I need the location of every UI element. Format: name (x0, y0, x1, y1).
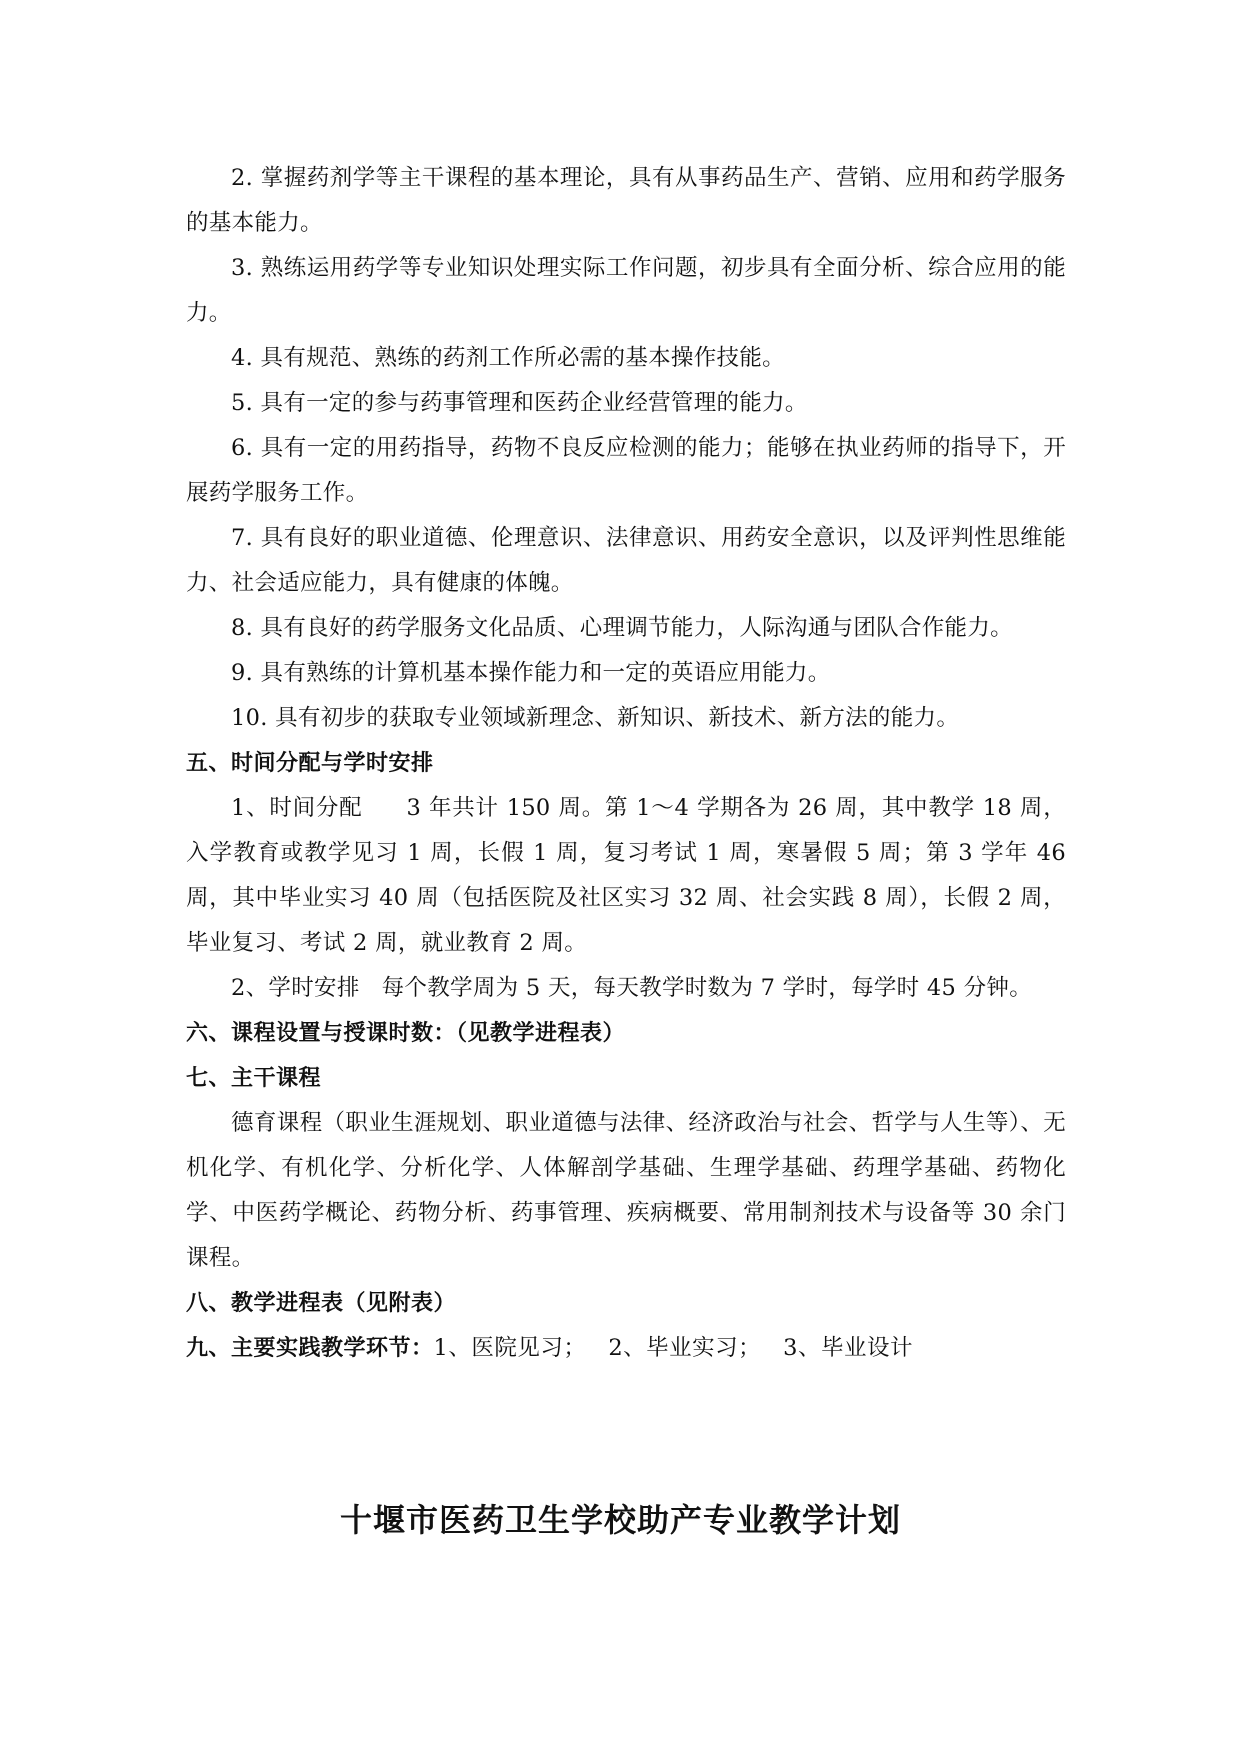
core-courses-paragraph: 德育课程（职业生涯规划、职业道德与法律、经济政治与社会、哲学与人生等）、无机化学、有机化学、分析化学、人体解剖学基础、生理学基础、药理学基础、药物化学、中医药学概论、药物分析、药事管理、疾病概要、常用制剂技术与设备等 30 余门课程。 (186, 1110, 1066, 1271)
objective-10: 10. 具有初步的获取专业领域新理念、新知识、新技术、新方法的能力。 (231, 705, 960, 731)
practice-item-1: 1、医院见习； (433, 1335, 587, 1361)
time-allocation-text: 3 年共计 150 周。第 1～4 学期各为 26 周，其中教学 18 周，入学教育或教学见习 1 周，长假 1 周，复习考试 1 周，寒暑假 5 周；第 3 学年 46 周，其中毕业实习 40 周（包括医院及社区实习 32 周、社会实践 8 周），长假 2 周，毕业复习、考试 2 周，就业教育 2 周。 (186, 795, 1066, 956)
hours-paragraph (186, 966, 1066, 1011)
practice-item-3: 3、毕业设计 (783, 1335, 913, 1361)
objective-9: 9. 具有熟练的计算机基本操作能力和一定的英语应用能力。 (231, 660, 831, 686)
section6-heading: 六、课程设置与授课时数：（见教学进程表） (186, 1021, 626, 1046)
objective-6: 6. 具有一定的用药指导，药物不良反应检测的能力；能够在执业药师的指导下，开展药学服务工作。 (186, 435, 1066, 506)
document-body (186, 156, 1066, 1371)
time-allocation-label: 1、时间分配 (231, 795, 363, 821)
section7-heading: 七、主干课程 (186, 1066, 322, 1091)
section8-heading: 八、教学进程表（见附表） (186, 1291, 457, 1316)
hours-text: 每个教学周为 5 天，每天教学时数为 7 学时，每学时 45 分钟。 (381, 975, 1032, 1001)
objective-3: 3. 熟练运用药学等专业知识处理实际工作问题，初步具有全面分析、综合应用的能力。 (186, 255, 1066, 326)
practice-item-2: 2、毕业实习； (608, 1335, 762, 1361)
objective-2: 2. 掌握药剂学等主干课程的基本理论，具有从事药品生产、营销、应用和药学服务的基本能力。 (186, 165, 1066, 236)
document-title: 十堰市医药卫生学校助产专业教学计划 (339, 1501, 901, 1539)
hours-label: 2、学时安排 (231, 975, 360, 1001)
section5-heading: 五、时间分配与学时安排 (186, 751, 434, 776)
objective-7: 7. 具有良好的职业道德、伦理意识、法律意识、用药安全意识，以及评判性思维能力、社会适应能力，具有健康的体魄。 (186, 525, 1066, 596)
objective-5: 5. 具有一定的参与药事管理和医药企业经营管理的能力。 (231, 390, 808, 416)
objective-8: 8. 具有良好的药学服务文化品质、心理调节能力，人际沟通与团队合作能力。 (231, 615, 1013, 641)
objective-4: 4. 具有规范、熟练的药剂工作所必需的基本操作技能。 (231, 345, 785, 371)
section9-heading: 九、主要实践教学环节： (186, 1336, 434, 1361)
section9-line (186, 1326, 1066, 1371)
time-allocation-paragraph (186, 786, 1066, 966)
